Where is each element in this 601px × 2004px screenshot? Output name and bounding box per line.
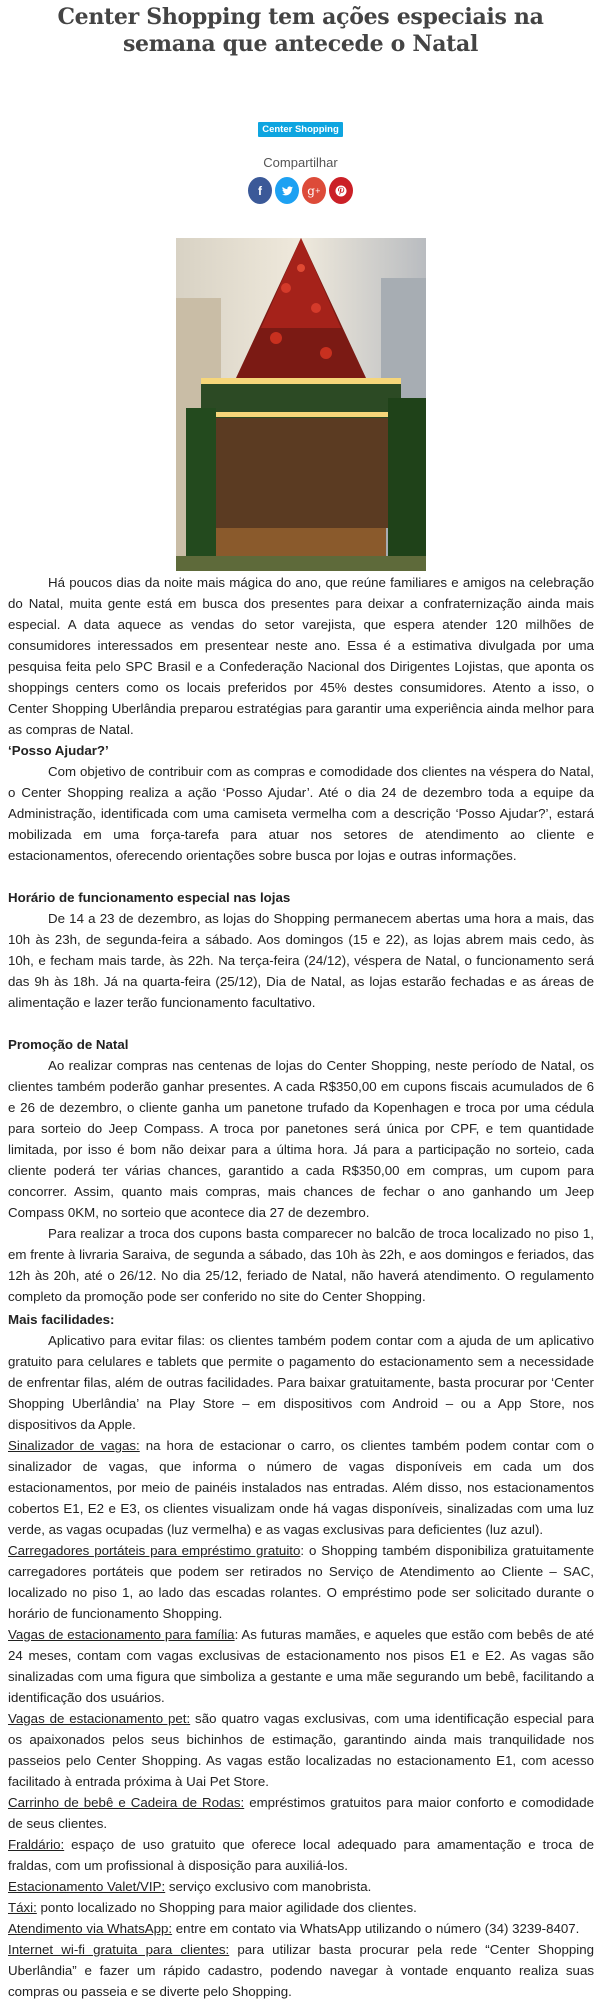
facilidade-text: espaço de uso gratuito que oferece local adequado para amamentação e troca de fraldas, com um profissional à disposição para auxiliá-los. <box>8 1837 594 1873</box>
posso-ajudar-paragraph: Com objetivo de contribuir com as compras e comodidade dos clientes na véspera do Natal, o Center Shopping realiza a ação ‘Posso Ajudar’. Até o dia 24 de dezembro toda a equipe da Administração, identificada com uma camiseta vermelha com a descrição ‘Posso Ajudar?’, estará mobilizada em uma força-tarefa para atuar nos setores de atendimento ao cliente e estacionamentos, oferecendo orientações sobre busca por lojas e outras informações. <box>8 764 594 863</box>
facilidade-item <box>8 1918 594 1939</box>
facilidade-label: Vagas de estacionamento para família <box>8 1627 235 1642</box>
facilidade-item <box>8 1624 594 1708</box>
facilidades-app-paragraph: Aplicativo para evitar filas: os clientes também podem contar com a ajuda de um aplicativo gratuito para celulares e tablets que permite o pagamento do estacionamento sem a necessidade de enfrentar filas, além de outras facilidades. Para baixar gratuitamente, basta procurar por ‘Center Shopping Uberlândia’ na Play Store – em dispositivos com Android – ou a App Store, nos dispositivos da Apple. <box>8 1333 594 1432</box>
twitter-share-icon[interactable] <box>275 177 299 204</box>
facilidade-label: Estacionamento Valet/VIP: <box>8 1879 166 1894</box>
facilidade-text: empréstimos gratuitos para maior conforto e comodidade de seus clientes. <box>8 1795 594 1831</box>
facilidade-text: : o Shopping também disponibiliza gratuitamente carregadores portáteis que podem ser retirados no Serviço de Atendimento ao Cliente – SAC, localizado no piso 1, ao lado das escadas rolantes. O empréstimo pode ser solicitado durante o horário de funcionamento Shopping. <box>8 1543 594 1621</box>
facilidade-text: na hora de estacionar o carro, os clientes também podem contar com o sinalizador de vagas, que informa o número de vagas disponíveis em cada um dos estacionamentos, por meio de painéis instalados nas entradas. Além disso, nos estacionamentos cobertos E1, E2 e E3, os clientes visualizam onde há vagas disponíveis, sinalizadas com uma luz verde, as vagas ocupadas (luz vermelha) e as vagas exclusivas para deficientes (luz azul). <box>8 1438 595 1537</box>
facilidade-text: entre em contato via WhatsApp utilizando o número (34) 3239-8407. <box>172 1921 580 1936</box>
facilidade-label: Táxi: <box>8 1900 37 1915</box>
christmas-tree-photo <box>176 238 426 571</box>
facilidade-text: para utilizar basta procurar pela rede “Center Shopping Uberlândia” e fazer um rápido cadastro, podendo navegar à vontade enquanto realiza suas compras ou passeia e se diverte pelo Shopping. <box>8 1942 595 1999</box>
article-body <box>0 572 601 2002</box>
facilidade-text: serviço exclusivo com manobrista. <box>165 1879 372 1894</box>
facilidade-label: Atendimento via WhatsApp: <box>8 1921 173 1936</box>
facilidade-label: Internet wi-fi gratuita para clientes: <box>8 1942 230 1957</box>
facilidade-item <box>8 1708 594 1792</box>
facilidade-text: : As futuras mamães, e aqueles que estão com bebês de até 24 meses, contam com vagas exclusivas de estacionamento nos pisos E1 e E2. As vagas são sinalizadas com uma figura que simboliza a gestante e uma mãe segurando um bebê, facilitando a identificação dos usuários. <box>8 1627 595 1705</box>
intro-paragraph: Há poucos dias da noite mais mágica do ano, que reúne familiares e amigos na celebração do Natal, muita gente está em busca dos presentes para deixar a confraternização ainda mais especial. A data aquece as vendas do setor varejista, que espera atender 120 milhões de consumidores interessados em presentear neste ano. Essa é a estimativa divulgada por uma pesquisa feita pelo SPC Brasil e a Confederação Nacional dos Dirigentes Lojistas, que aponta os shoppings centers como os locais preferidos por 45% destes consumidores. Atento a isso, o Center Shopping Uberlândia preparou estratégias para garantir uma experiência ainda melhor para as compras de Natal. <box>8 575 594 737</box>
facilidade-label: Carrinho de bebê e Cadeira de Rodas: <box>8 1795 245 1810</box>
facilidade-item <box>8 1834 594 1876</box>
facilidade-item <box>8 1435 594 1540</box>
pinterest-share-icon[interactable] <box>329 177 353 204</box>
google-plus-share-icon[interactable]: g + <box>302 177 326 204</box>
facilidade-item <box>8 1876 594 1897</box>
facebook-share-icon[interactable]: f <box>248 177 272 204</box>
promocao-paragraph-1: Ao realizar compras nas centenas de lojas do Center Shopping, neste período de Natal, os clientes também poderão ganhar presentes. A cada R$350,00 em cupons fiscais acumulados de 6 e 26 de dezembro, o cliente ganha um panetone trufado da Kopenhagen e troca por uma cédula para sorteio do Jeep Compass. A troca por panetones será única por CPF, e tem quantidade limitada, por isso é bom não deixar para a última hora. Já para a participação no sorteio, cada cliente poderá ter várias chances, garantido a cada R$350,00 em compras, um cupom para concorrer. Assim, quanto mais compras, mais chances de fechar o ano ganhando um Jeep Compass 0KM, no sorteio que acontece dia 27 de dezembro. <box>8 1058 594 1220</box>
facilidade-item <box>8 1897 594 1918</box>
facilidade-label: Fraldário: <box>8 1837 65 1852</box>
promocao-paragraph-2: Para realizar a troca dos cupons basta comparecer no balcão de troca localizado no piso 1, em frente à livraria Saraiva, de segunda a sábado, das 10h às 22h, e aos domingos e feriados, das 12h às 20h, até o 26/12. No dia 25/12, feriado de Natal, não haverá atendimento. O regulamento completo da promoção pode ser conferido no site do Center Shopping. <box>8 1226 594 1304</box>
facilidade-label: Carregadores portáteis para empréstimo gratuito <box>8 1543 301 1558</box>
facilidade-label: Sinalizador de vagas: <box>8 1438 140 1453</box>
section-heading-posso-ajudar: ‘Posso Ajudar?’ <box>8 743 109 758</box>
section-heading-facilidades: Mais facilidades: <box>8 1312 115 1327</box>
facilidade-item <box>8 1792 594 1834</box>
share-buttons <box>0 177 601 204</box>
facilidade-text: ponto localizado no Shopping para maior agilidade dos clientes. <box>36 1900 417 1915</box>
share-label: Compartilhar <box>263 155 338 170</box>
section-heading-promocao: Promoção de Natal <box>8 1037 129 1052</box>
article-title: Center Shopping tem ações especiais na semana que antecede o Natal <box>57 4 544 57</box>
facilidade-item <box>8 1540 594 1624</box>
facilidades-list <box>8 1435 594 2002</box>
horario-paragraph: De 14 a 23 de dezembro, as lojas do Shopping permanecem abertas uma hora a mais, das 10h às 23h, de segunda-feira a sábado. Aos domingos (15 e 22), as lojas abrem mais cedo, às 10h, e fecham mais tarde, às 22h. Na terça-feira (24/12), véspera de Natal, o funcionamento será das 9h às 18h. Já na quarta-feira (25/12), Dia de Natal, as lojas estarão fechadas e as áreas de alimentação e lazer terão funcionamento facultativo. <box>8 911 594 1010</box>
facilidade-text: são quatro vagas exclusivas, com uma identificação especial para os apaixonados pelos seus bichinhos de estimação, garantindo ainda mais tranquilidade nos passeios pelo Center Shopping. As vagas estão localizadas no estacionamento E1, com acesso facilitado à entrada próxima à Uai Pet Store. <box>8 1711 594 1789</box>
category-badge[interactable]: Center Shopping <box>258 122 343 137</box>
facilidade-item <box>8 1939 594 2002</box>
section-heading-horario: Horário de funcionamento especial nas lojas <box>8 890 291 905</box>
facilidade-label: Vagas de estacionamento pet: <box>8 1711 191 1726</box>
